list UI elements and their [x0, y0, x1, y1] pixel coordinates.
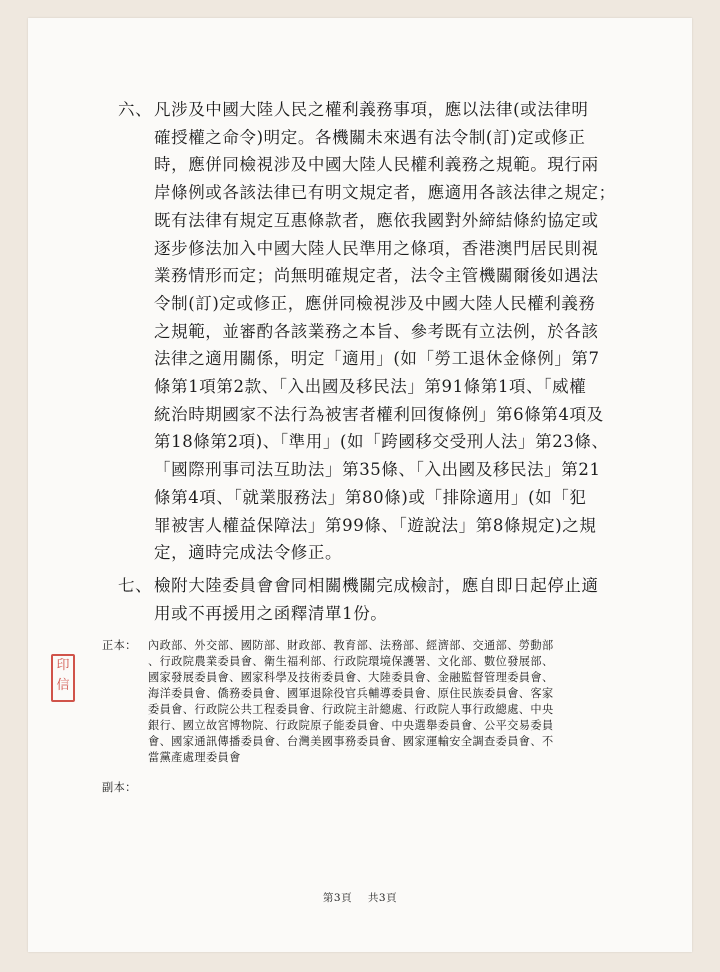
- distribution-list: [148, 638, 662, 766]
- text-line: 業務情形而定；尚無明確規定者，法令主管機關爾後如遇法: [154, 266, 599, 286]
- distribution-main: [102, 638, 662, 766]
- text-line: 定，適時完成法令修正。: [154, 543, 343, 563]
- official-seal-stamp: 印 信: [51, 654, 75, 702]
- page-total: 共3頁: [367, 892, 398, 904]
- text-line: 檢附大陸委員會會同相關機關完成檢討，應自即日起停止適: [154, 576, 599, 595]
- text-line: 確授權之命令)明定。各機關未來遇有法令制(訂)定或修正: [154, 127, 586, 147]
- text-line: 條第4項、「就業服務法」第80條)或「排除適用」(如「犯: [154, 487, 587, 507]
- clause-body: [154, 96, 674, 567]
- distribution-main-label: 正本：: [102, 639, 137, 652]
- text-line: 既有法律有規定互惠條款者，應依我國對外締結條約協定或: [154, 210, 599, 230]
- clause-body: [154, 572, 674, 627]
- text-line: 岸條例或各該法律已有明文規定者，應適用各該法律之規定；: [154, 183, 616, 203]
- text-line: 逐步修法加入中國大陸人民準用之條項，香港澳門居民則視: [154, 238, 599, 258]
- text-line: 時，應併同檢視涉及中國大陸人民權利義務之規範。現行兩: [154, 155, 599, 175]
- clause-number: 六、: [118, 100, 153, 119]
- document-page: [28, 18, 692, 952]
- distribution-copy-label: 副本：: [102, 781, 137, 794]
- text-line: 法律之適用關係，明定「適用」(如「勞工退休金條例」第7: [154, 349, 600, 369]
- text-line: 凡涉及中國大陸人民之權利義務事項，應以法律(或法律明: [154, 100, 589, 119]
- page-number: 第3頁: [322, 892, 353, 904]
- text-line: 統治時期國家不法行為被害者權利回復條例」第6條第4項及: [154, 404, 604, 424]
- clause-number: 七、: [118, 576, 153, 595]
- text-line: 罪被害人權益保障法」第99條、「遊說法」第8條規定)之規: [154, 515, 597, 535]
- recipient-line: 當黨產處理委員會: [148, 751, 241, 764]
- recipient-line: 銀行、國立故宮博物院、行政院原子能委員會、中央選舉委員會、公平交易委員: [148, 719, 554, 732]
- text-line: 令制(訂)定或修正，應併同檢視涉及中國大陸人民權利義務: [154, 293, 596, 313]
- recipient-line: 海洋委員會、僑務委員會、國軍退除役官兵輔導委員會、原住民族委員會、客家: [148, 687, 554, 700]
- recipient-line: 內政部、外交部、國防部、財政部、教育部、法務部、經濟部、交通部、勞動部: [148, 639, 554, 652]
- clause-6: [118, 96, 674, 567]
- text-line: 用或不再援用之函釋清單1份。: [154, 603, 388, 623]
- page-footer: [28, 890, 692, 905]
- text-line: 第18條第2項)、「準用」(如「跨國移交受刑人法」第23條、: [154, 432, 609, 452]
- recipient-line: 、行政院農業委員會、衛生福利部、行政院環境保護署、文化部、數位發展部、: [148, 655, 554, 668]
- recipient-line: 國家發展委員會、國家科學及技術委員會、大陸委員會、金融監督管理委員會、: [148, 671, 554, 684]
- recipient-line: 會、國家通訊傳播委員會、台灣美國事務委員會、國家運輸安全調查委員會、不: [148, 735, 554, 748]
- text-line: 之規範，並審酌各該業務之本旨、參考既有立法例，於各該: [154, 321, 599, 341]
- recipient-line: 委員會、行政院公共工程委員會、行政院主計總處、行政院人事行政總處、中央: [148, 703, 554, 716]
- text-line: 「國際刑事司法互助法」第35條、「入出國及移民法」第21: [154, 460, 601, 480]
- clause-7: [118, 572, 674, 627]
- text-line: 條第1項第2款、「入出國及移民法」第91條第1項、「威權: [154, 377, 587, 397]
